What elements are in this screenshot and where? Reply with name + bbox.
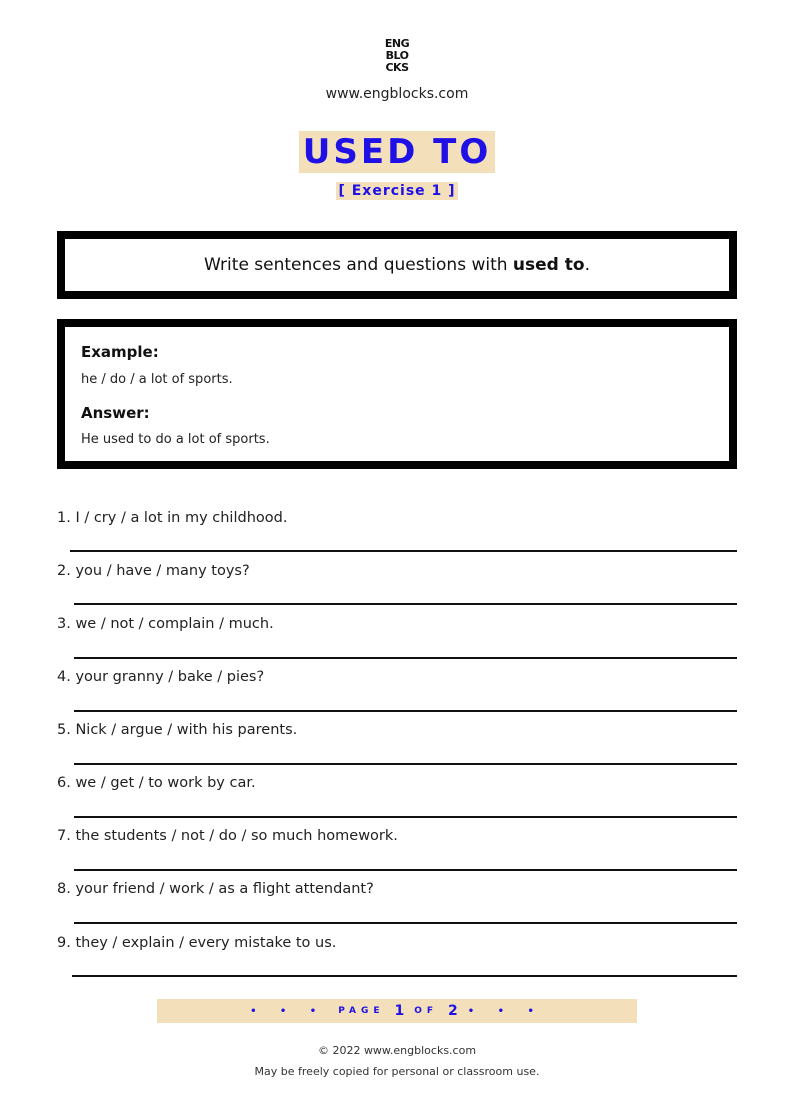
pagination-dots-right: • • • (467, 1005, 544, 1017)
exercise-item-6: 6. we / get / to work by car. (57, 775, 256, 791)
exercise-item-2: 2. you / have / many toys? (57, 563, 250, 579)
answer-line-7[interactable] (74, 869, 737, 871)
answer-line-4[interactable] (74, 710, 737, 712)
answer-text: He used to do a lot of sports. (81, 432, 270, 447)
instruction-bold: used to (512, 255, 585, 275)
exercise-item-1: 1. I / cry / a lot in my childhood. (57, 510, 288, 526)
example-text: he / do / a lot of sports. (81, 372, 233, 387)
exercise-item-7: 7. the students / not / do / so much homework. (57, 828, 398, 844)
answer-line-9[interactable] (72, 975, 737, 977)
instruction-box (57, 231, 737, 299)
subtitle-container (0, 180, 794, 200)
example-box (57, 319, 737, 469)
pagination-dots-left: • • • (250, 1005, 327, 1017)
pagination-page-word: PAGE (338, 1006, 385, 1016)
pagination-bar (157, 999, 637, 1023)
exercise-subtitle: [ Exercise 1 ] (338, 183, 456, 199)
pagination-total: 2 (448, 1003, 458, 1019)
footer-copyright: © 2022 www.engblocks.com (317, 1044, 477, 1057)
exercise-item-4: 4. your granny / bake / pies? (57, 669, 265, 685)
footer-license: May be freely copied for personal or classroom use. (254, 1065, 540, 1078)
pagination-current: 1 (394, 1003, 405, 1019)
exercise-item-5: 5. Nick / argue / with his parents. (57, 722, 298, 738)
example-label: Example: (81, 343, 159, 361)
site-url: www.engblocks.com (325, 86, 469, 102)
answer-line-5[interactable] (74, 763, 737, 765)
pagination-of-word: OF (414, 1006, 439, 1016)
answer-line-2[interactable] (74, 603, 737, 605)
instruction-text (204, 255, 590, 275)
logo-line-1: ENG (384, 37, 410, 50)
engblocks-logo (381, 38, 413, 74)
page-title: USED TO (299, 131, 495, 173)
logo-line-2: BLO (385, 49, 409, 62)
answer-label: Answer: (81, 404, 150, 422)
exercise-item-3: 3. we / not / complain / much. (57, 616, 274, 632)
instruction-prefix: Write sentences and questions with (204, 255, 513, 275)
instruction-suffix: . (584, 255, 590, 275)
exercise-item-8: 8. your friend / work / as a flight attendant? (57, 881, 374, 897)
logo-line-3: CKS (385, 61, 409, 74)
exercise-item-9: 9. they / explain / every mistake to us. (57, 935, 337, 951)
answer-line-1[interactable] (70, 550, 737, 552)
answer-line-6[interactable] (74, 816, 737, 818)
title-container (0, 131, 794, 173)
answer-line-3[interactable] (74, 657, 737, 659)
answer-line-8[interactable] (74, 922, 737, 924)
